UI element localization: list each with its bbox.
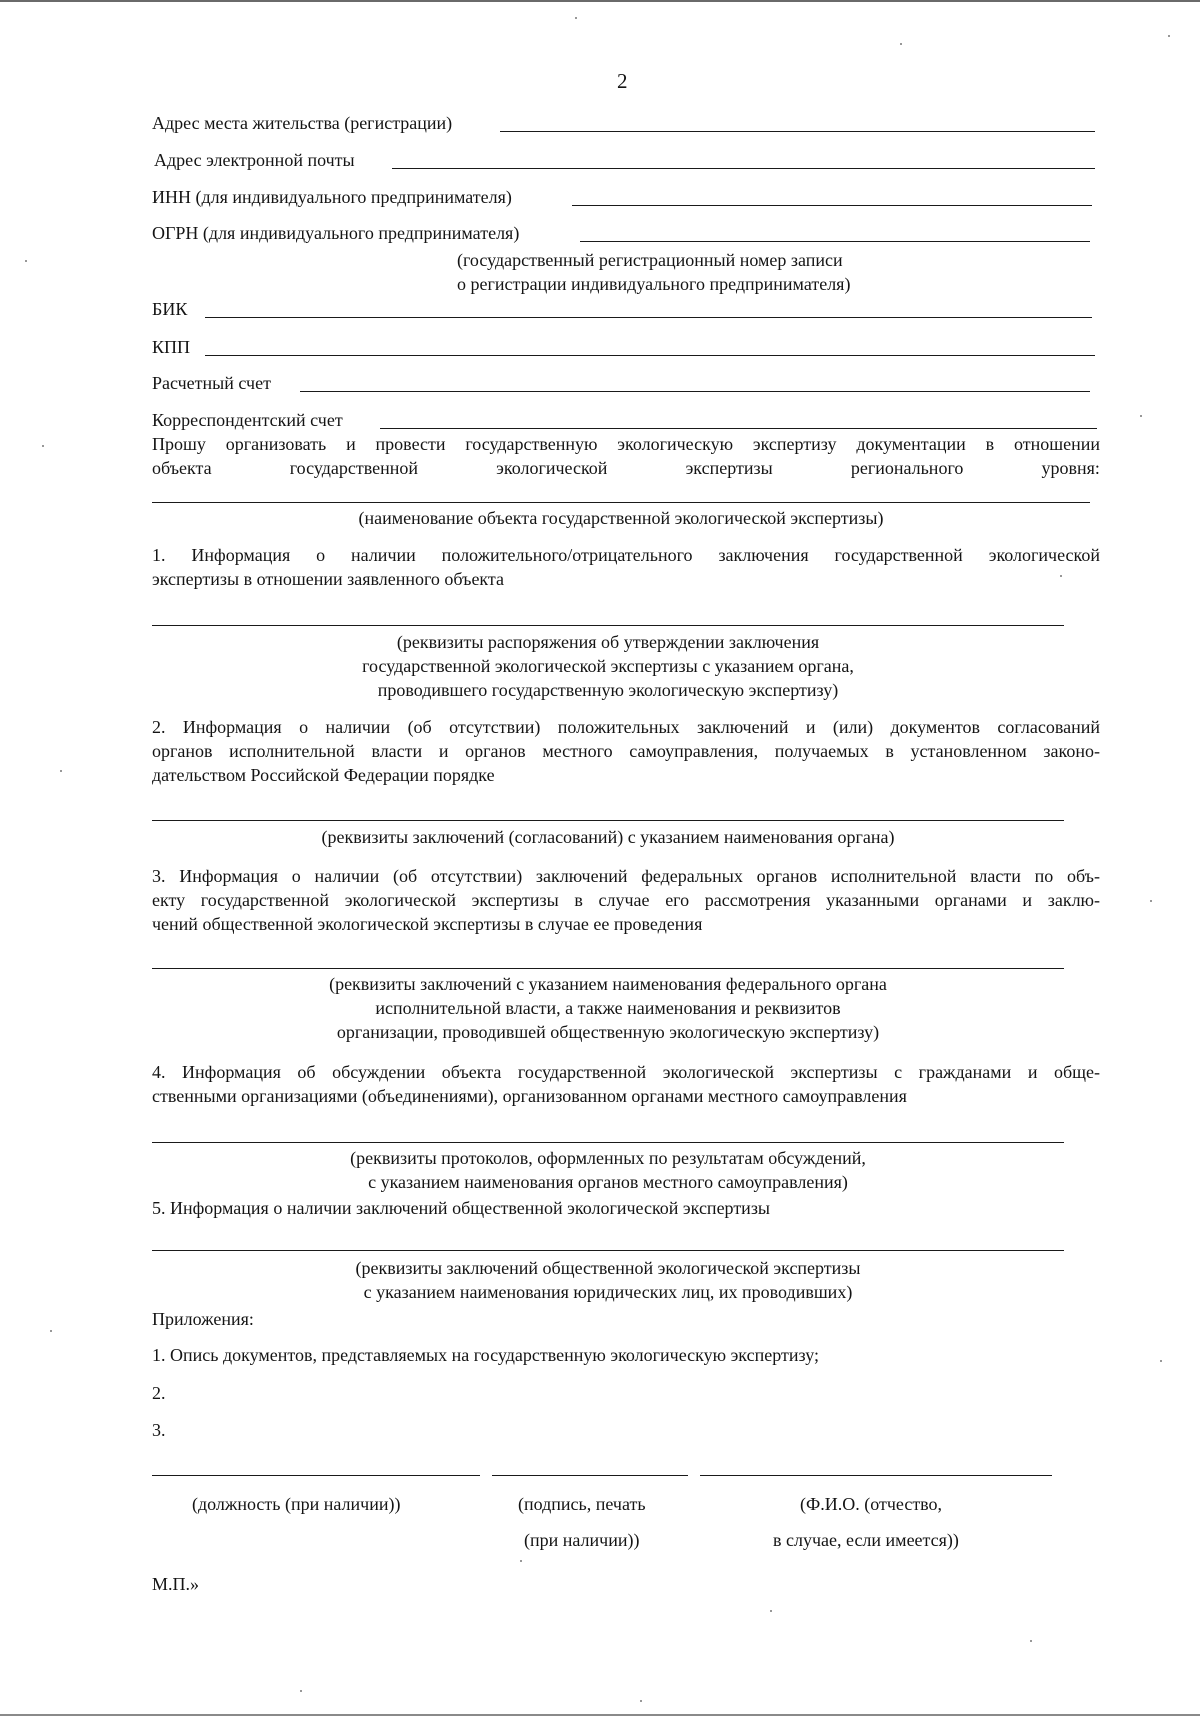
bik-label: БИК bbox=[152, 299, 188, 319]
item4-line[interactable] bbox=[152, 1142, 1064, 1143]
request-word-2: государственной bbox=[289, 458, 419, 478]
item1-line-1: 1. Информация о наличии положительного/отрицательного заключения государственной экологической bbox=[152, 545, 1100, 565]
item3-line-2: екту государственной экологической экспертизы в случае его рассмотрения указанными органами и заклю- bbox=[152, 890, 1100, 910]
item1-caption-2: государственной экологической экспертизы с указанием органа, bbox=[362, 656, 854, 676]
request-word-3: экологической bbox=[496, 458, 608, 478]
item3-caption-2: исполнительной власти, а также наименования и реквизитов bbox=[375, 998, 841, 1018]
attachments-title: Приложения: bbox=[152, 1309, 254, 1329]
ogrn-label: ОГРН (для индивидуального предпринимателя) bbox=[152, 223, 520, 243]
item4-line-1: 4. Информация об обсуждении объекта государственной экологической экспертизы с гражданами и обще- bbox=[152, 1062, 1100, 1082]
full-name-caption-1: (Ф.И.О. (отчество, bbox=[800, 1494, 943, 1514]
email-line[interactable] bbox=[392, 168, 1095, 169]
full-name-caption-2: в случае, если имеется)) bbox=[773, 1530, 959, 1550]
item5-line-1: 5. Информация о наличии заключений общественной экологической экспертизы bbox=[152, 1198, 771, 1218]
request-word-5: регионального bbox=[850, 458, 964, 478]
residence-address-label: Адрес места жительства (регистрации) bbox=[152, 113, 453, 133]
item3-caption-1: (реквизиты заключений с указанием наименования федерального органа bbox=[329, 974, 887, 994]
inn-line[interactable] bbox=[572, 205, 1092, 206]
signature-caption-2: (при наличии)) bbox=[524, 1530, 640, 1550]
account-line[interactable] bbox=[300, 391, 1090, 392]
item5-line[interactable] bbox=[152, 1250, 1064, 1251]
item2-line-1: 2. Информация о наличии (об отсутствии) положительных заключений и (или) документов согласований bbox=[152, 717, 1100, 737]
item4-text bbox=[152, 1060, 1100, 1108]
item2-line-2: органов исполнительной власти и органов местного самоуправления, получаемых в установленном законо- bbox=[152, 741, 1100, 761]
object-name-caption: (наименование объекта государственной экологической экспертизы) bbox=[358, 508, 884, 528]
kpp-label: КПП bbox=[152, 337, 191, 357]
item2-line[interactable] bbox=[152, 820, 1064, 821]
request-word-4: экспертизы bbox=[685, 458, 773, 478]
item3-line-1: 3. Информация о наличии (об отсутствии) заключений федеральных органов исполнительной власти по объ- bbox=[152, 866, 1100, 886]
item1-line[interactable] bbox=[152, 625, 1064, 626]
item2-caption-1: (реквизиты заключений (согласований) с указанием наименования органа) bbox=[321, 827, 895, 847]
item1-caption-1: (реквизиты распоряжения об утверждении заключения bbox=[396, 632, 820, 652]
attachment-item-3: 3. bbox=[152, 1420, 166, 1440]
stamp-mark: М.П.» bbox=[152, 1574, 200, 1594]
bik-line[interactable] bbox=[205, 317, 1092, 318]
item3-caption-3: организации, проводившей общественную экологическую экспертизу) bbox=[336, 1022, 880, 1042]
item2-line-3: дательством Российской Федерации порядке bbox=[152, 765, 495, 785]
item5-caption-2: с указанием наименования юридических лиц, их проводивших) bbox=[363, 1282, 853, 1302]
item4-caption-2: с указанием наименования органов местного самоуправления) bbox=[368, 1172, 848, 1192]
attachment-item-2: 2. bbox=[152, 1383, 166, 1403]
position-caption: (должность (при наличии)) bbox=[192, 1494, 401, 1514]
position-line[interactable] bbox=[152, 1475, 480, 1476]
page-number: 2 bbox=[617, 69, 628, 93]
ogrn-caption-2: о регистрации индивидуального предпринимателя) bbox=[457, 274, 851, 294]
kpp-line[interactable] bbox=[205, 355, 1095, 356]
item5-text bbox=[152, 1196, 1100, 1220]
item2-text bbox=[152, 715, 1100, 787]
request-line-1: Прошу организовать и провести государственную экологическую экспертизу документации в отношении bbox=[152, 434, 1100, 454]
item1-text bbox=[152, 543, 1100, 591]
full-name-line[interactable] bbox=[700, 1475, 1052, 1476]
attachment-item-1: 1. Опись документов, представляемых на государственную экологическую экспертизу; bbox=[152, 1345, 819, 1365]
ogrn-caption-1: (государственный регистрационный номер записи bbox=[457, 250, 843, 270]
item1-caption-3: проводившего государственную экологическую экспертизу) bbox=[377, 680, 839, 700]
request-line-2 bbox=[152, 456, 1100, 480]
item3-line-3: чений общественной экологической экспертизы в случае ее проведения bbox=[152, 914, 703, 934]
inn-label: ИНН (для индивидуального предпринимателя) bbox=[152, 187, 512, 207]
corr-account-line[interactable] bbox=[380, 428, 1097, 429]
request-text bbox=[152, 432, 1100, 480]
residence-address-line[interactable] bbox=[500, 131, 1095, 132]
signature-line[interactable] bbox=[492, 1475, 688, 1476]
scan-edge-top bbox=[0, 0, 1200, 2]
account-label: Расчетный счет bbox=[152, 373, 271, 393]
item3-text bbox=[152, 864, 1100, 936]
item1-line-2: экспертизы в отношении заявленного объекта bbox=[152, 569, 505, 589]
signature-caption-1: (подпись, печать bbox=[518, 1494, 646, 1514]
item5-caption-1: (реквизиты заключений общественной экологической экспертизы bbox=[355, 1258, 861, 1278]
item4-line-2: ственными организациями (объединениями), организованном органами местного самоуправления bbox=[152, 1086, 907, 1106]
corr-account-label: Корреспондентский счет bbox=[152, 410, 343, 430]
item4-caption-1: (реквизиты протоколов, оформленных по результатам обсуждений, bbox=[350, 1148, 866, 1168]
ogrn-line[interactable] bbox=[580, 241, 1090, 242]
request-word-1: объекта bbox=[152, 458, 212, 478]
item3-line[interactable] bbox=[152, 968, 1064, 969]
email-label: Адрес электронной почты bbox=[154, 150, 355, 170]
request-word-6: уровня: bbox=[1041, 458, 1100, 478]
object-name-line[interactable] bbox=[152, 502, 1090, 503]
